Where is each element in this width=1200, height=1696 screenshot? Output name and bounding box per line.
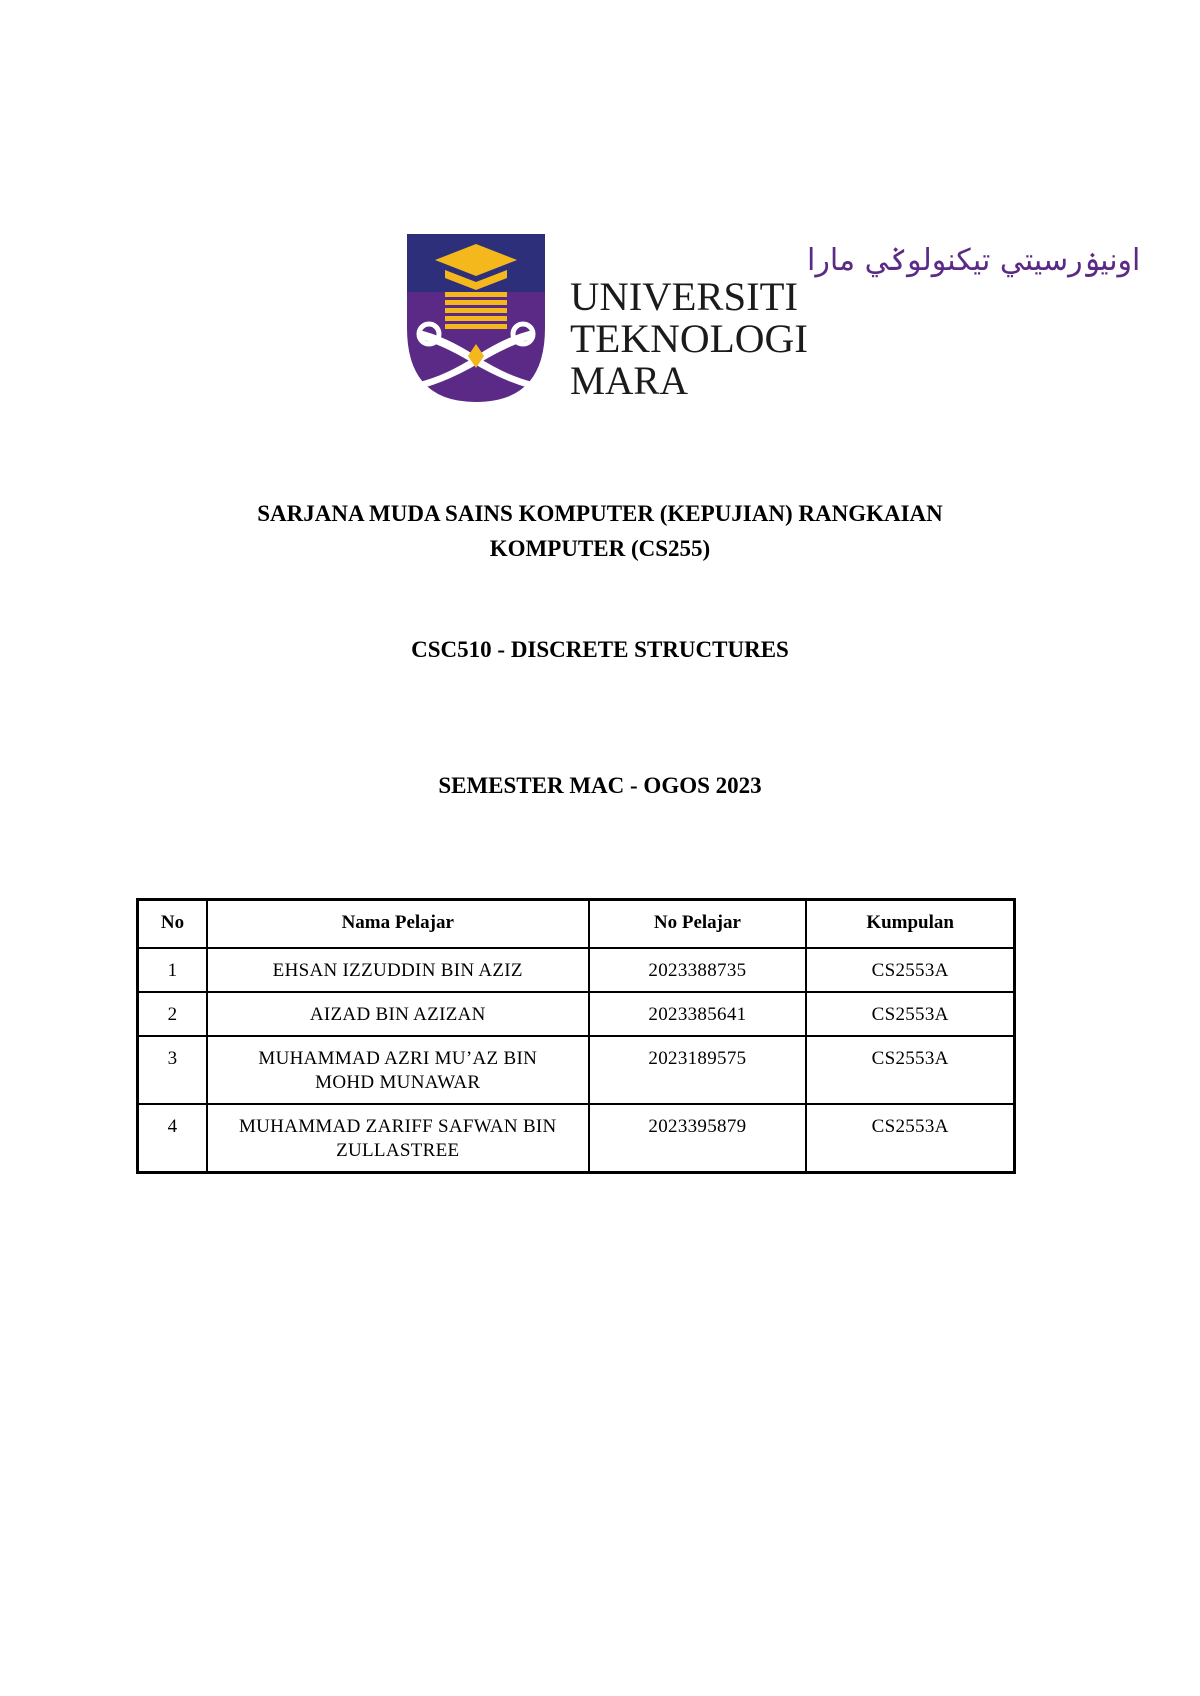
cell-no: 2	[138, 992, 207, 1036]
program-title-line2: KOMPUTER (CS255)	[489, 536, 711, 561]
table-row	[138, 1036, 1015, 1104]
cell-group: CS2553A	[806, 948, 1014, 992]
cell-name-line: AIZAD BIN AZIZAN	[309, 1004, 486, 1025]
cell-student-id: 2023189575	[589, 1036, 807, 1104]
uitm-logo	[405, 232, 1141, 404]
cell-name	[207, 992, 589, 1036]
cell-name	[207, 1104, 589, 1173]
course-title: CSC510 - DISCRETE STRUCTURES	[411, 637, 789, 662]
cell-student-id: 2023385641	[589, 992, 807, 1036]
uitm-logo-graphic	[405, 232, 1141, 404]
logo-jawi-text: اونيۏرسيتي تيكنولوݢي مارا	[807, 243, 1141, 278]
semester-title: SEMESTER MAC - OGOS 2023	[438, 773, 762, 798]
cell-group: CS2553A	[806, 992, 1014, 1036]
logo-line-universiti: UNIVERSITI	[570, 274, 798, 319]
cell-no: 4	[138, 1104, 207, 1173]
cell-name	[207, 1036, 589, 1104]
uitm-crest-icon	[407, 234, 545, 402]
program-title	[0, 496, 1200, 566]
table-row	[138, 948, 1015, 992]
header-group: Kumpulan	[806, 900, 1014, 949]
program-title-line1: SARJANA MUDA SAINS KOMPUTER (KEPUJIAN) RANGKAIAN	[257, 501, 943, 526]
cell-group: CS2553A	[806, 1036, 1014, 1104]
cell-student-id: 2023388735	[589, 948, 807, 992]
cell-no: 1	[138, 948, 207, 992]
cell-name-line: EHSAN IZZUDDIN BIN AZIZ	[272, 960, 523, 981]
table-row	[138, 1104, 1015, 1173]
cell-no: 3	[138, 1036, 207, 1104]
header-student-id: No Pelajar	[589, 900, 807, 949]
logo-line-teknologi: TEKNOLOGI	[570, 316, 808, 361]
header-no: No	[138, 900, 207, 949]
logo-line-mara: MARA	[570, 358, 689, 403]
cell-name-line: ZULLASTREE	[336, 1140, 460, 1161]
cell-name-line: MOHD MUNAWAR	[315, 1072, 481, 1093]
student-table	[136, 898, 1016, 1174]
cell-group: CS2553A	[806, 1104, 1014, 1173]
table-header-row	[138, 900, 1015, 949]
cell-name-line: MUHAMMAD AZRI MU’AZ BIN	[258, 1048, 538, 1069]
header-name: Nama Pelajar	[207, 900, 589, 949]
table-row	[138, 992, 1015, 1036]
cell-student-id: 2023395879	[589, 1104, 807, 1173]
cell-name	[207, 948, 589, 992]
cell-name-line: MUHAMMAD ZARIFF SAFWAN BIN	[238, 1116, 557, 1137]
